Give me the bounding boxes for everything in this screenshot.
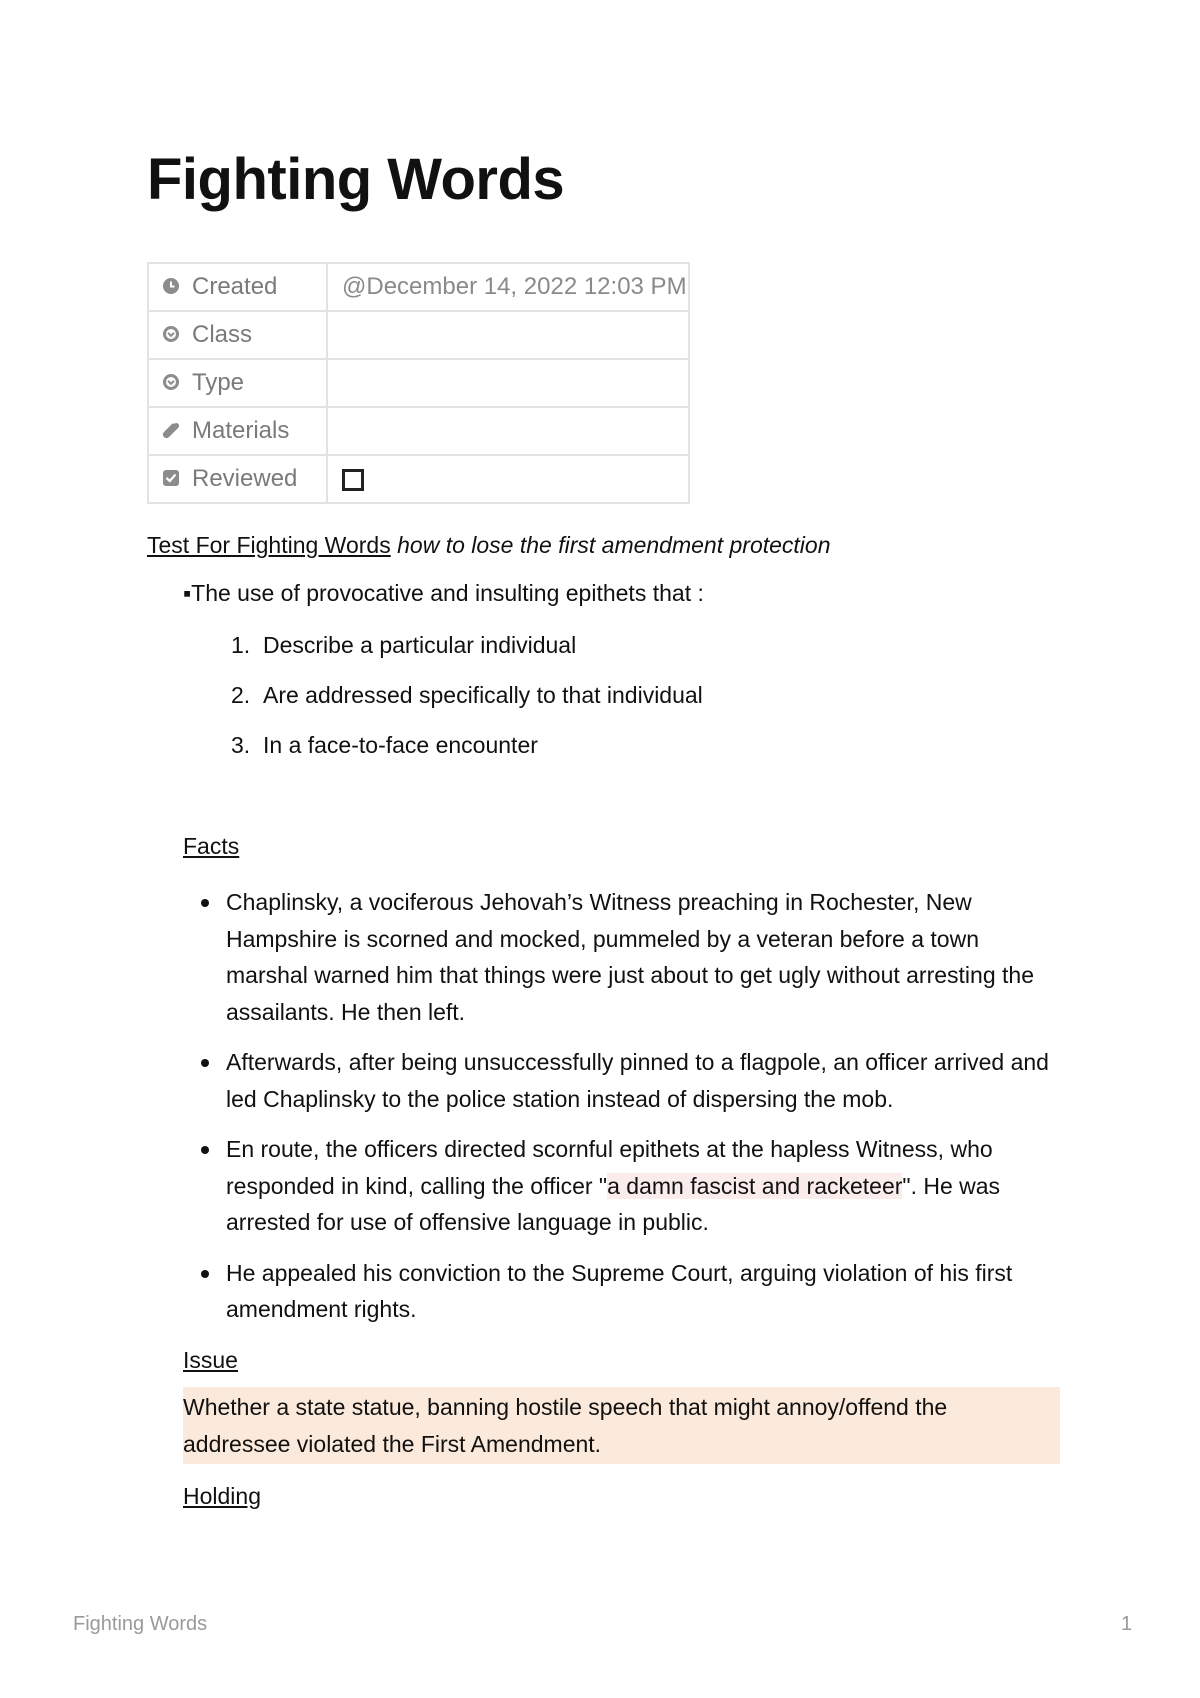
property-row-type xyxy=(148,359,689,407)
checkbox-icon xyxy=(162,469,180,487)
list-number: 3. xyxy=(231,732,251,758)
select-icon xyxy=(162,325,180,343)
holding-heading: Holding xyxy=(183,1483,261,1509)
list-text: Are addressed specifically to that individual xyxy=(263,682,703,708)
property-value-class[interactable] xyxy=(327,311,689,359)
list-item xyxy=(183,1131,1063,1241)
property-key xyxy=(148,455,327,503)
property-label: Class xyxy=(192,321,253,348)
list-item xyxy=(231,680,703,730)
fact-text: ". He was arrested for use of offensive language in public. xyxy=(226,1172,1001,1235)
property-label: Created xyxy=(192,273,278,300)
list-item: Afterwards, after being unsuccessfully pinned to a flagpole, an officer arrived and led Chaplinsky to the police station instead of dispersing the mob. xyxy=(183,1044,1063,1117)
test-line xyxy=(147,532,831,559)
list-item xyxy=(231,630,703,680)
facts-heading: Facts xyxy=(183,833,240,859)
list-item xyxy=(231,730,703,780)
fact-text: En route, the officers directed scornful epithets at the hapless Witness, who responded in kind, calling the officer " xyxy=(226,1136,993,1199)
issue-callout: Whether a state statue, banning hostile speech that might annoy/offend the addressee violated the First Amendment. xyxy=(183,1387,1060,1464)
test-heading: Test For Fighting Words xyxy=(147,532,391,558)
property-key xyxy=(148,311,327,359)
list-number: 2. xyxy=(231,682,251,708)
footer-title: Fighting Words xyxy=(73,1613,208,1635)
page-number: 1 xyxy=(1121,1613,1133,1635)
highlighted-quote: a damn fascist and racketeer xyxy=(607,1172,903,1199)
test-subtitle: how to lose the first amendment protection xyxy=(397,532,831,558)
property-row-class xyxy=(148,311,689,359)
page-title: Fighting Words xyxy=(147,147,565,212)
properties-table xyxy=(147,262,690,504)
reviewed-checkbox[interactable] xyxy=(342,469,364,491)
property-label: Materials xyxy=(192,417,290,444)
property-value-type[interactable] xyxy=(327,359,689,407)
property-label: Reviewed xyxy=(192,465,298,492)
property-row-materials xyxy=(148,407,689,455)
property-value-reviewed xyxy=(327,455,689,503)
criteria-list xyxy=(231,630,703,780)
attachment-icon xyxy=(162,421,180,439)
list-number: 1. xyxy=(231,632,251,658)
clock-icon xyxy=(162,277,180,295)
property-key xyxy=(148,359,327,407)
select-icon xyxy=(162,373,180,391)
property-row-reviewed xyxy=(148,455,689,503)
list-text: In a face-to-face encounter xyxy=(263,732,538,758)
property-key xyxy=(148,263,327,311)
list-item: He appealed his conviction to the Supreme Court, arguing violation of his first amendment rights. xyxy=(183,1255,1063,1328)
list-item: Chaplinsky, a vociferous Jehovah’s Witness preaching in Rochester, New Hampshire is scorned and mocked, pummeled by a veteran before a town marshal warned him that things were just about to get ugly without arresting the assailants. He then left. xyxy=(183,884,1063,1030)
property-row-created xyxy=(148,263,689,311)
property-key xyxy=(148,407,327,455)
criteria-intro: ▪The use of provocative and insulting epithets that : xyxy=(183,580,704,606)
property-label: Type xyxy=(192,369,245,396)
property-value-materials[interactable] xyxy=(327,407,689,455)
issue-heading: Issue xyxy=(183,1347,238,1373)
list-text: Describe a particular individual xyxy=(263,632,577,658)
property-value-created[interactable]: @December 14, 2022 12:03 PM xyxy=(327,263,689,311)
facts-list xyxy=(183,884,1063,1342)
